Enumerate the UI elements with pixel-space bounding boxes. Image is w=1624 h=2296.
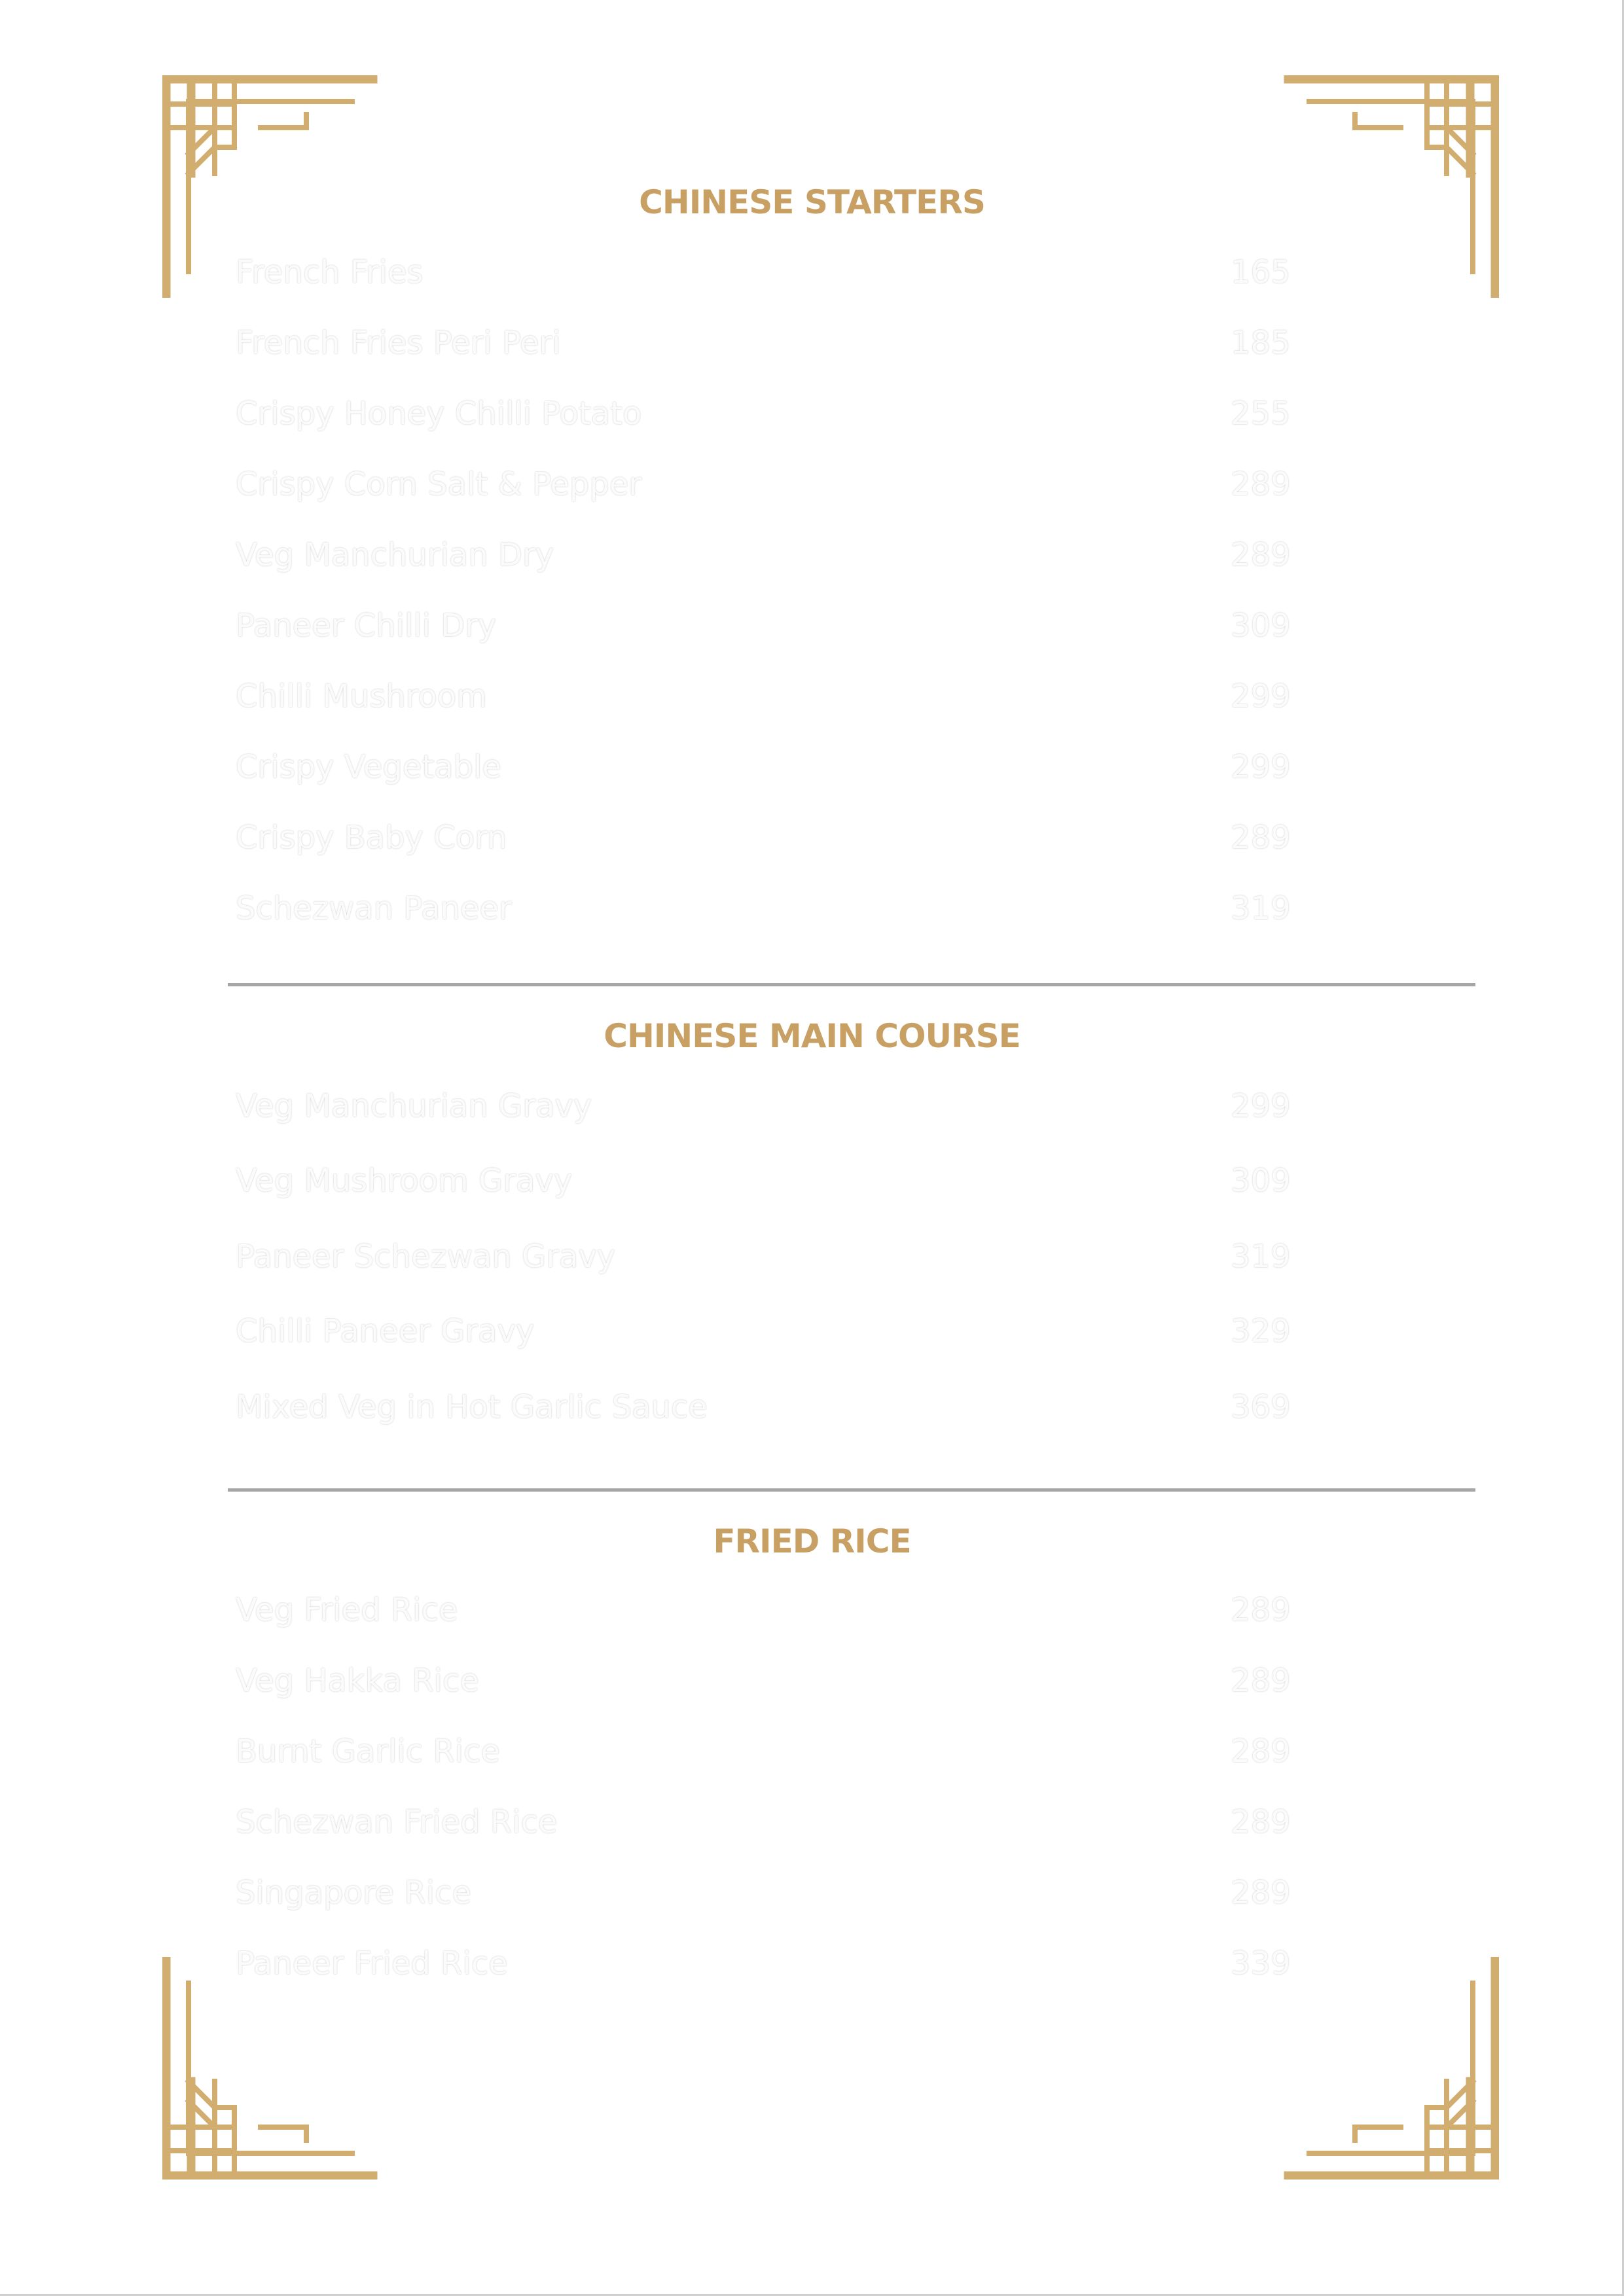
menu-item-price: 299: [1231, 1088, 1291, 1124]
art-deco-corner-icon: [1276, 1957, 1499, 2179]
menu-item-name: Crispy Baby Corn: [236, 819, 507, 856]
menu-item: [236, 1313, 1296, 1359]
menu-item-name: Crispy Honey Chilli Potato: [236, 395, 642, 432]
menu-item-name: Veg Manchurian Dry: [236, 537, 554, 573]
menu-item-price: 289: [1231, 1662, 1291, 1699]
menu-item-price: 289: [1231, 819, 1291, 856]
menu-item: [236, 1592, 1296, 1638]
menu-item: [236, 1945, 1296, 1991]
section-title-chinese-starters: CHINESE STARTERS: [639, 183, 985, 221]
menu-item: [236, 607, 1296, 653]
menu-item-name: Crispy Corn Salt & Pepper: [236, 466, 642, 503]
menu-item-price: 165: [1231, 254, 1291, 291]
section-divider: [228, 983, 1475, 986]
menu-item-name: Veg Fried Rice: [236, 1592, 458, 1628]
menu-item-price: 319: [1231, 890, 1291, 927]
menu-item: [236, 1733, 1296, 1779]
menu-item-price: 319: [1231, 1238, 1291, 1275]
menu-item: [236, 325, 1296, 370]
menu-item: [236, 1874, 1296, 1920]
menu-item: [236, 395, 1296, 441]
menu-item-price: 289: [1231, 1733, 1291, 1770]
menu-item: [236, 537, 1296, 583]
menu-item-price: 255: [1231, 395, 1291, 432]
menu-item: [236, 466, 1296, 512]
menu-item: [236, 1238, 1296, 1284]
menu-item-price: 299: [1231, 678, 1291, 715]
menu-item: [236, 1662, 1296, 1708]
menu-item-name: Burnt Garlic Rice: [236, 1733, 501, 1770]
menu-item-name: Mixed Veg in Hot Garlic Sauce: [236, 1389, 708, 1426]
menu-item-price: 289: [1231, 537, 1291, 573]
menu-item-name: Paneer Fried Rice: [236, 1945, 508, 1982]
menu-item-name: Veg Hakka Rice: [236, 1662, 479, 1699]
menu-item-name: Crispy Vegetable: [236, 749, 501, 785]
menu-item-price: 185: [1231, 325, 1291, 361]
menu-item-price: 309: [1231, 607, 1291, 644]
corner-ornament-bottom-right: [1276, 1957, 1499, 2179]
menu-item: [236, 890, 1296, 936]
menu-item-name: Chilli Mushroom: [236, 678, 487, 715]
menu-item-price: 289: [1231, 466, 1291, 503]
menu-item-price: 289: [1231, 1804, 1291, 1840]
menu-item-name: Chilli Paneer Gravy: [236, 1313, 535, 1350]
menu-item-price: 289: [1231, 1874, 1291, 1911]
menu-item: [236, 1389, 1296, 1435]
menu-item-name: Schezwan Fried Rice: [236, 1804, 558, 1840]
menu-item-price: 309: [1231, 1162, 1291, 1199]
menu-item-name: Singapore Rice: [236, 1874, 472, 1911]
menu-item-name: Schezwan Paneer: [236, 890, 512, 927]
section-title-chinese-main-course: CHINESE MAIN COURSE: [604, 1017, 1020, 1055]
menu-item: [236, 819, 1296, 865]
section-divider: [228, 1488, 1475, 1492]
menu-item-name: French Fries Peri Peri: [236, 325, 561, 361]
menu-item: [236, 254, 1296, 300]
menu-item-name: Paneer Schezwan Gravy: [236, 1238, 616, 1275]
menu-item: [236, 749, 1296, 795]
section-title-fried-rice: FRIED RICE: [713, 1522, 911, 1560]
menu-item-name: Veg Manchurian Gravy: [236, 1088, 592, 1124]
menu-item-price: 339: [1231, 1945, 1291, 1982]
menu-item-price: 329: [1231, 1313, 1291, 1350]
menu-item: [236, 678, 1296, 724]
menu-item-name: French Fries: [236, 254, 424, 291]
menu-item-name: Paneer Chilli Dry: [236, 607, 497, 644]
menu-item: [236, 1162, 1296, 1208]
menu-item-price: 289: [1231, 1592, 1291, 1628]
menu-item-price: 299: [1231, 749, 1291, 785]
menu-item: [236, 1088, 1296, 1134]
menu-item-price: 369: [1231, 1389, 1291, 1426]
menu-item: [236, 1804, 1296, 1850]
menu-item-name: Veg Mushroom Gravy: [236, 1162, 573, 1199]
